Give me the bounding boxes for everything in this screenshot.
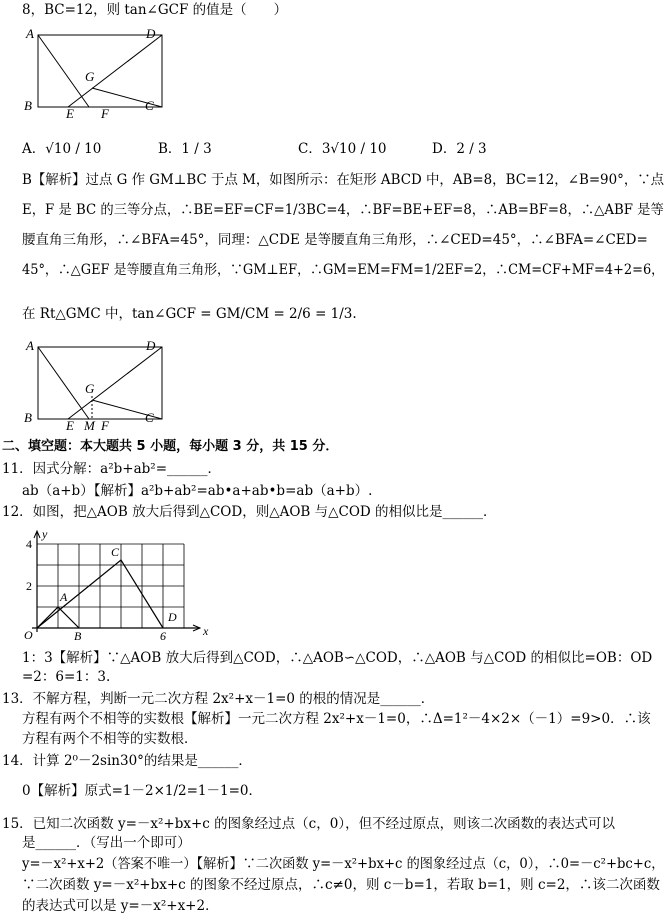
label-d: D bbox=[146, 26, 156, 41]
graph-label-b: B bbox=[74, 629, 82, 643]
q13-answer-1: 方程有两个不相等的实数根【解析】一元二次方程 2x²+x－1=0，∴Δ=1²－4×2×（－1）=9>0．∴该 bbox=[22, 711, 651, 727]
graph-label-d: D bbox=[168, 610, 177, 624]
section-2-title: 二、填空题：本大题共 5 小题，每小题 3 分，共 15 分． bbox=[2, 439, 339, 454]
graph-tick-2: 2 bbox=[26, 579, 32, 593]
option-b: B．1 / 3 bbox=[158, 141, 212, 157]
label-e2: E bbox=[66, 418, 74, 432]
q8-solution-line-1: B【解析】过点 G 作 GM⊥BC 于点 M，如图所示：在矩形 ABCD 中，AB=8，BC=12，∠B=90°，∵点 bbox=[22, 172, 665, 188]
q8-rectangle-figure bbox=[20, 24, 170, 120]
q12-stem: 12．如图，把△AOB 放大后得到△COD，则△AOB 与△COD 的相似比是______． bbox=[2, 504, 497, 520]
label-b: B bbox=[24, 98, 32, 113]
label-f2: F bbox=[101, 418, 109, 432]
q14-answer: 0【解析】原式=1－2×1/2=1－1=0． bbox=[22, 783, 263, 799]
graph-label-a: A bbox=[60, 590, 68, 604]
q15-answer-1: y=－x²+x+2（答案不唯一）【解析】∵二次函数 y=－x²+bx+c 的图象经过点（c，0），∴0=－c²+bc+c， bbox=[22, 856, 665, 872]
q8-solution-line-2: E，F 是 BC 的三等分点，∴BE=EF=CF=1/3BC=4，∴BF=BE+EF=8，∴AB=BF=8，∴△ABF 是等 bbox=[22, 202, 664, 218]
q8-solution-figure bbox=[20, 336, 170, 432]
q8-solution-line-3: 腰直角三角形，∴∠BFA=45°，同理：△CDE 是等腰直角三角形，∴∠CED=45°，∴∠BFA=∠CED= bbox=[22, 232, 648, 248]
graph-tick-4: 4 bbox=[26, 537, 32, 551]
q11-stem: 11．因式分解：a²b+ab²=______． bbox=[2, 461, 222, 477]
q15-answer-3: 的表达式可以是 y=－x²+x+2． bbox=[22, 898, 219, 914]
graph-x-label: x bbox=[203, 624, 209, 638]
q8-solution-line-4: 45°，∴△GEF 是等腰直角三角形，∵GM⊥EF，∴GM=EM=FM=1/2EF=2，∴CM=CF+MF=4+2=6， bbox=[22, 262, 665, 278]
graph-y-label: y bbox=[42, 527, 48, 541]
option-a: A．√10 / 10 bbox=[22, 141, 102, 157]
label-a2: A bbox=[26, 338, 34, 353]
label-b2: B bbox=[24, 410, 32, 425]
q15-answer-2: ∵二次函数 y=－x²+bx+c 的图象不经过原点，∴c≠0，则 c－b=1，若取 b=1，则 c=2，∴该二次函数 bbox=[22, 877, 660, 893]
option-d: D．2 / 3 bbox=[432, 141, 487, 157]
graph-label-c: C bbox=[111, 545, 120, 559]
label-g: G bbox=[85, 69, 95, 84]
q15-stem-1: 15．已知二次函数 y=－x²+bx+c 的图象经过点（c，0），但不经过原点，则该二次函数的表达式可以 bbox=[2, 816, 616, 832]
q11-answer: ab（a+b）【解析】a²b+ab²=ab•a+ab•b=ab（a+b）. bbox=[22, 483, 373, 499]
q12-answer-1: 1：3【解析】∵△AOB 放大后得到△COD，∴△AOB∽△COD，∴△AOB 与△COD 的相似比=OB：OD bbox=[22, 650, 653, 666]
q13-answer-2: 方程有两个不相等的实数根． bbox=[22, 731, 198, 747]
q14-stem: 14．计算 2⁰－2sin30°的结果是______． bbox=[2, 753, 252, 769]
q12-answer-2: =2：6=1：3. bbox=[22, 669, 111, 685]
q15-stem-2: 是______．（写出一个即可） bbox=[22, 835, 191, 851]
label-m: M bbox=[84, 418, 95, 432]
label-c2: C bbox=[145, 410, 154, 425]
graph-origin: O bbox=[24, 628, 33, 642]
label-d2: D bbox=[146, 338, 156, 353]
label-c: C bbox=[145, 98, 154, 113]
q13-stem: 13．不解方程，判断一元二次方程 2x²+x－1=0 的根的情况是______． bbox=[2, 691, 435, 707]
graph-tick-6: 6 bbox=[160, 629, 166, 643]
option-c: C．3√10 / 10 bbox=[298, 141, 387, 157]
label-f: F bbox=[101, 106, 109, 120]
label-e: E bbox=[66, 106, 74, 120]
q12-grid-graph bbox=[18, 526, 218, 644]
q8-solution-line-5: 在 Rt△GMC 中，tan∠GCF = GM/CM = 2/6 = 1/3. bbox=[22, 306, 357, 322]
label-a: A bbox=[26, 26, 34, 41]
label-g2: G bbox=[85, 381, 95, 396]
q8-stem: 8，BC=12，则 tan∠GCF 的值是（ ） bbox=[22, 2, 288, 18]
